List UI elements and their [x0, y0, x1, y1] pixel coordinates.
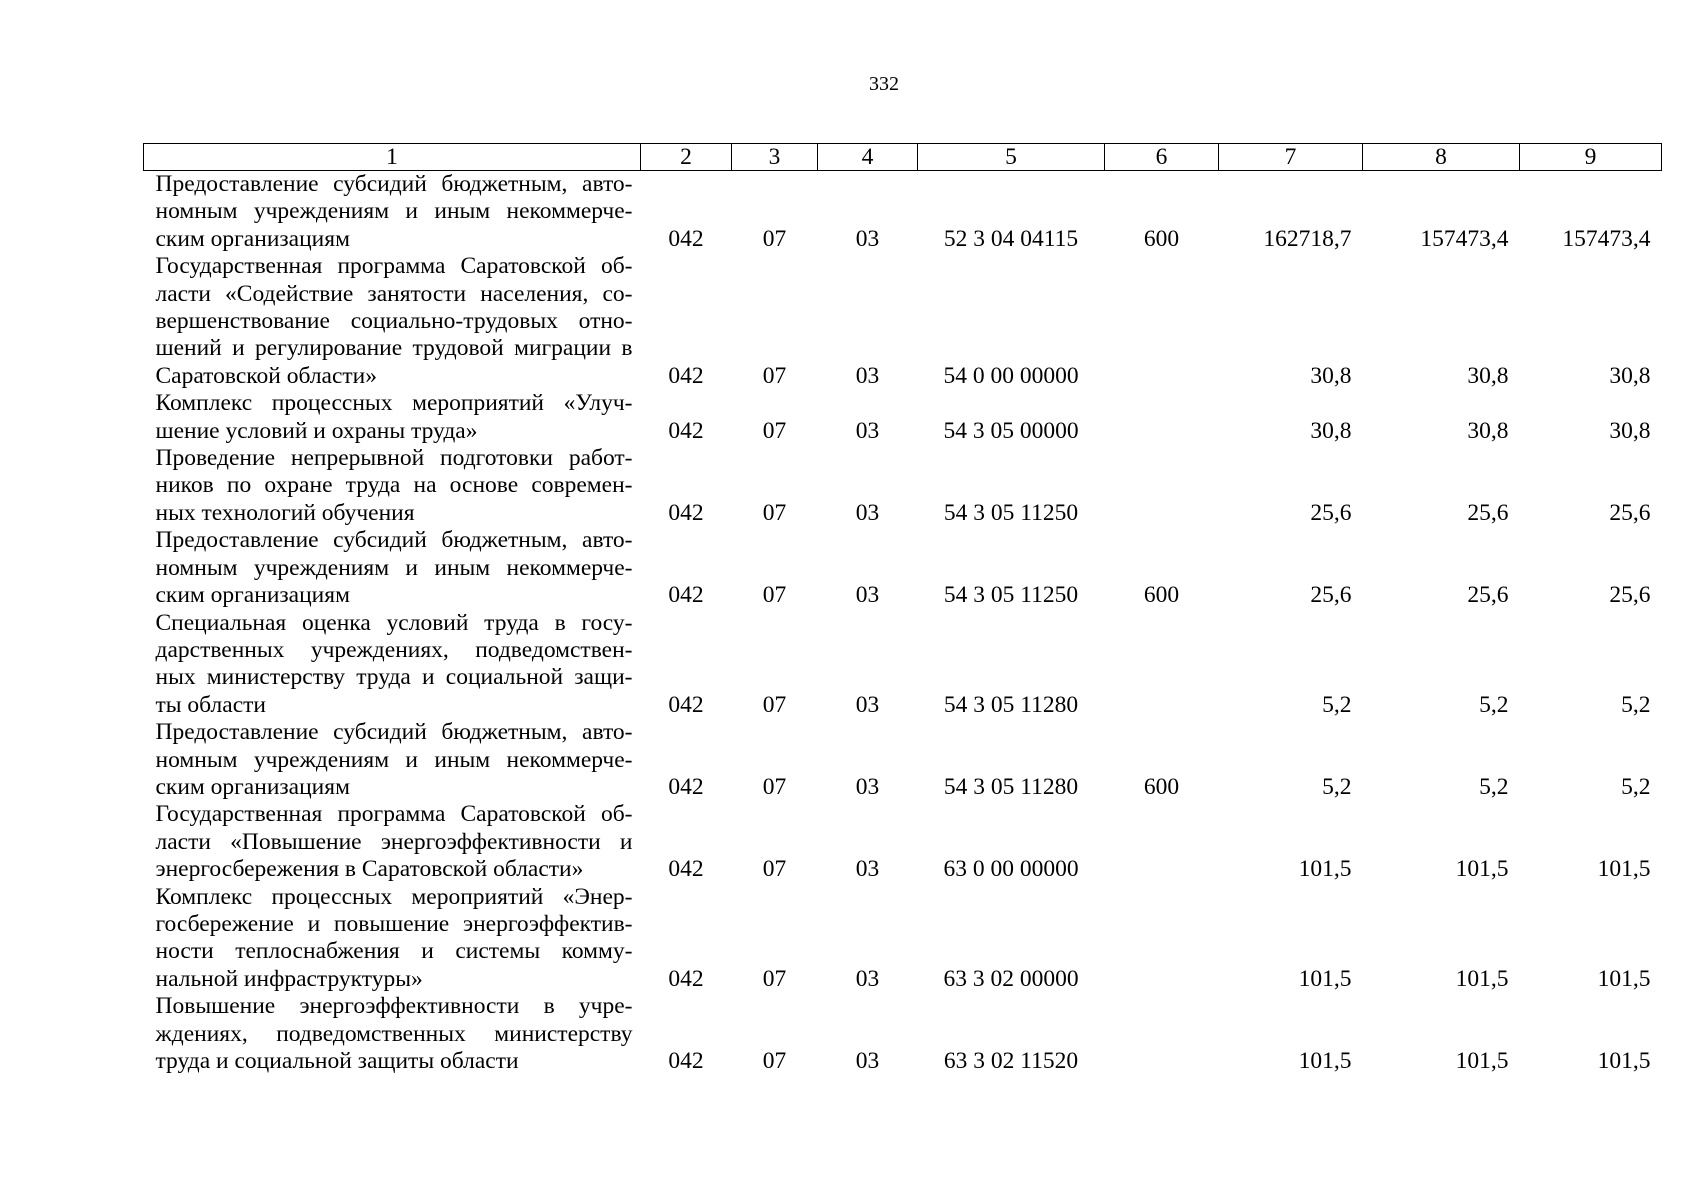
row-name-line: энергосбережения в Саратовской области»: [155, 856, 584, 883]
expense-type-cell: [1105, 253, 1219, 390]
expense-type-cell: [1105, 445, 1219, 527]
section-code-cell: 07: [762, 1048, 787, 1074]
column-number-header-row: [144, 144, 1662, 171]
row-name-cell: [144, 719, 641, 801]
expense-type-cell: [1105, 801, 1219, 883]
amount-col9-cell: 30,8: [1609, 362, 1651, 389]
row-name-line: ности теплоснабжения и системы комму-: [155, 938, 633, 965]
row-name-line: ников по охране труда на основе современ-: [155, 472, 633, 499]
column-header: 2: [641, 144, 732, 171]
row-name-cell: [144, 171, 641, 254]
subsection-code-cell: 03: [855, 225, 880, 252]
admin-code-cell: 042: [668, 499, 704, 526]
column-header: 8: [1363, 144, 1520, 171]
row-name-line: ласти «Содействие занятости населения, со-: [155, 280, 633, 307]
table-row: [144, 884, 1662, 994]
table-row: [144, 390, 1662, 445]
section-code-cell: 07: [762, 965, 787, 992]
amount-col9-cell: 5,2: [1621, 691, 1651, 718]
row-name-cell: [144, 993, 641, 1075]
column-header: 5: [918, 144, 1105, 171]
target-article-cell: 54 3 05 11250: [943, 499, 1079, 526]
subsection-code-cell: 03: [855, 499, 880, 526]
row-name-line: номным учреждениям и иным некоммерче-: [155, 198, 633, 225]
table-row: [144, 253, 1662, 390]
row-name-line: ных технологий обучения: [155, 499, 415, 526]
amount-col7-cell: 25,6: [1310, 582, 1352, 609]
admin-code-cell: 042: [668, 691, 704, 718]
section-code-cell: 07: [762, 773, 787, 800]
amount-col9-cell: 30,8: [1609, 417, 1651, 444]
section-code-cell: 07: [762, 499, 787, 526]
row-name-line: Государственная программа Саратовской об-: [155, 253, 633, 280]
subsection-code-cell: 03: [855, 773, 880, 800]
row-name-line: Проведение непрерывной подготовки работ-: [155, 445, 633, 472]
budget-table: [143, 143, 1662, 1075]
expense-type-cell: [1105, 884, 1219, 994]
page-number: 332: [869, 73, 899, 95]
table-row: [144, 527, 1662, 609]
column-header: 7: [1219, 144, 1363, 171]
amount-col8-cell: 25,6: [1467, 582, 1509, 609]
admin-code-cell: 042: [668, 362, 704, 389]
row-name-line: ласти «Повышение энергоэффективности и: [155, 828, 633, 855]
amount-col8-cell: 101,5: [1455, 1048, 1509, 1074]
row-name-line: труда и социальной защиты области: [155, 1048, 519, 1074]
row-name-cell: [144, 445, 641, 527]
row-name-line: Предоставление субсидий бюджетным, авто-: [155, 171, 633, 197]
row-name-line: Комплекс процессных мероприятий «Улуч-: [155, 390, 633, 417]
subsection-code-cell: 03: [855, 1048, 880, 1074]
amount-col9-cell: 157473,4: [1562, 225, 1651, 252]
row-name-line: Предоставление субсидий бюджетным, авто-: [155, 719, 633, 746]
amount-col9-cell: 5,2: [1621, 773, 1651, 800]
column-header: 1: [144, 144, 641, 171]
row-name-line: дарственных учреждениях, подведомствен-: [155, 636, 633, 663]
amount-col7-cell: 25,6: [1310, 499, 1352, 526]
amount-col7-cell: 101,5: [1298, 965, 1352, 992]
amount-col9-cell: 25,6: [1609, 582, 1651, 609]
admin-code-cell: 042: [668, 225, 704, 252]
target-article-cell: 54 0 00 00000: [943, 362, 1079, 389]
row-name-line: ных министерству труда и социальной защи-: [155, 664, 633, 691]
amount-col8-cell: 25,6: [1467, 499, 1509, 526]
subsection-code-cell: 03: [855, 691, 880, 718]
expense-type-cell: 600: [1143, 225, 1180, 252]
expense-type-cell: [1105, 993, 1219, 1075]
section-code-cell: 07: [762, 582, 787, 609]
table-row: [144, 610, 1662, 720]
target-article-cell: 54 3 05 00000: [943, 417, 1079, 444]
row-name-line: ждениях, подведомственных министерству: [155, 1020, 633, 1047]
table-row: [144, 445, 1662, 527]
target-article-cell: 54 3 05 11280: [943, 773, 1079, 800]
expense-type-cell: 600: [1143, 582, 1180, 609]
amount-col7-cell: 5,2: [1322, 773, 1352, 800]
column-header: 6: [1105, 144, 1219, 171]
table-body: [144, 171, 1662, 1076]
section-code-cell: 07: [762, 225, 787, 252]
row-name-line: шение условий и охраны труда»: [155, 417, 478, 444]
target-article-cell: 54 3 05 11250: [943, 582, 1079, 609]
admin-code-cell: 042: [668, 856, 704, 883]
subsection-code-cell: 03: [855, 582, 880, 609]
row-name-line: ты области: [155, 691, 266, 718]
amount-col9-cell: 25,6: [1609, 499, 1651, 526]
row-name-line: Предоставление субсидий бюджетным, авто-: [155, 527, 633, 554]
section-code-cell: 07: [762, 691, 787, 718]
amount-col7-cell: 5,2: [1322, 691, 1352, 718]
row-name-line: госбережение и повышение энергоэффектив-: [155, 910, 633, 937]
table-row: [144, 801, 1662, 883]
target-article-cell: 63 0 00 00000: [943, 856, 1079, 883]
target-article-cell: 63 3 02 11520: [943, 1048, 1079, 1074]
section-code-cell: 07: [762, 856, 787, 883]
admin-code-cell: 042: [668, 773, 704, 800]
target-article-cell: 54 3 05 11280: [943, 691, 1079, 718]
subsection-code-cell: 03: [855, 362, 880, 389]
row-name-line: вершенствование социально-трудовых отно-: [155, 308, 633, 335]
amount-col9-cell: 101,5: [1597, 1048, 1651, 1074]
admin-code-cell: 042: [668, 1048, 704, 1074]
amount-col8-cell: 30,8: [1467, 362, 1509, 389]
table-row: [144, 993, 1662, 1075]
row-name-cell: [144, 884, 641, 994]
subsection-code-cell: 03: [855, 417, 880, 444]
amount-col9-cell: 101,5: [1597, 856, 1651, 883]
subsection-code-cell: 03: [855, 965, 880, 992]
amount-col7-cell: 30,8: [1310, 417, 1352, 444]
amount-col7-cell: 101,5: [1298, 856, 1352, 883]
section-code-cell: 07: [762, 362, 787, 389]
row-name-line: Государственная программа Саратовской об-: [155, 801, 633, 828]
amount-col9-cell: 101,5: [1597, 965, 1651, 992]
admin-code-cell: 042: [668, 965, 704, 992]
row-name-line: ским организациям: [155, 582, 350, 609]
amount-col8-cell: 5,2: [1479, 773, 1509, 800]
amount-col7-cell: 162718,7: [1263, 225, 1352, 252]
amount-col7-cell: 30,8: [1310, 362, 1352, 389]
row-name-line: Специальная оценка условий труда в госу-: [155, 609, 633, 636]
amount-col8-cell: 157473,4: [1420, 225, 1509, 252]
row-name-line: ским организациям: [155, 225, 350, 252]
row-name-line: ским организациям: [155, 773, 350, 800]
expense-type-cell: [1105, 610, 1219, 720]
row-name-cell: [144, 253, 641, 390]
expense-type-cell: 600: [1143, 773, 1180, 800]
amount-col8-cell: 5,2: [1479, 691, 1509, 718]
amount-col7-cell: 101,5: [1298, 1048, 1352, 1074]
amount-col8-cell: 101,5: [1455, 856, 1509, 883]
row-name-cell: [144, 527, 641, 609]
column-header: 9: [1520, 144, 1662, 171]
row-name-cell: [144, 610, 641, 720]
amount-col8-cell: 101,5: [1455, 965, 1509, 992]
amount-col8-cell: 30,8: [1467, 417, 1509, 444]
column-header: 3: [732, 144, 818, 171]
row-name-line: номным учреждениям и иным некоммерче-: [155, 746, 633, 773]
section-code-cell: 07: [762, 417, 787, 444]
row-name-cell: [144, 801, 641, 883]
row-name-line: Саратовской области»: [155, 362, 378, 389]
target-article-cell: 63 3 02 00000: [943, 965, 1079, 992]
subsection-code-cell: 03: [855, 856, 880, 883]
target-article-cell: 52 3 04 04115: [943, 225, 1079, 252]
row-name-line: Повышение энергоэффективности в учре-: [155, 993, 633, 1020]
expense-type-cell: [1105, 390, 1219, 445]
row-name-line: нальной инфраструктуры»: [155, 965, 423, 992]
row-name-line: номным учреждениям и иным некоммерче-: [155, 554, 633, 581]
row-name-cell: [144, 390, 641, 445]
row-name-line: Комплекс процессных мероприятий «Энер-: [155, 883, 633, 910]
column-header: 4: [818, 144, 918, 171]
table-row: [144, 719, 1662, 801]
row-name-line: шений и регулирование трудовой миграции в: [155, 335, 633, 362]
table-row: [144, 171, 1662, 254]
admin-code-cell: 042: [668, 582, 704, 609]
admin-code-cell: 042: [668, 417, 704, 444]
